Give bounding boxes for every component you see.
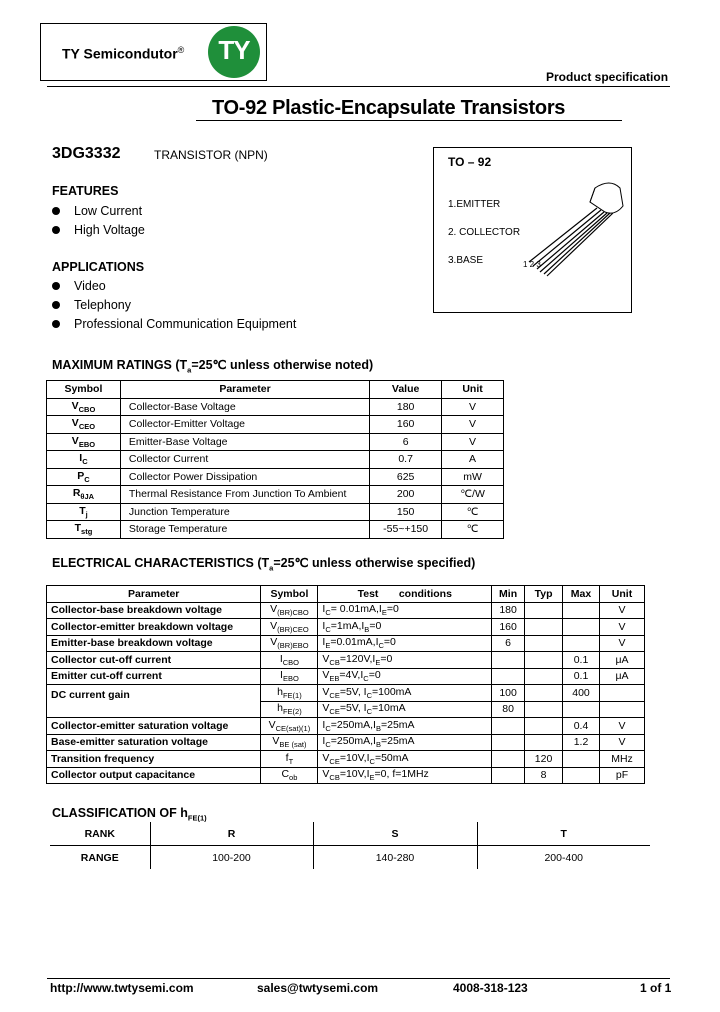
column-header: Value: [370, 381, 442, 399]
max-cell: [563, 635, 600, 652]
table-row: [47, 451, 504, 469]
table-row: [47, 701, 645, 718]
typ-cell: [525, 602, 563, 619]
unit-cell: ℃: [442, 503, 504, 521]
unit-cell: V: [442, 398, 504, 416]
range-cell: 100-200: [150, 846, 313, 870]
symbol-cell: $f_T$: [261, 751, 318, 768]
min-cell: [492, 734, 525, 751]
symbol-cell: $T_{stg}$: [47, 521, 121, 539]
unit-cell: V: [442, 433, 504, 451]
unit-cell: V: [600, 734, 645, 751]
symbol-cell: $I_{CBO}$: [261, 652, 318, 669]
column-header: Typ: [525, 586, 563, 603]
condition-cell: $I_C= 0.01mA,I_E=0$: [318, 602, 492, 619]
condition-cell: $I_C=250mA,I_B=25mA$: [318, 734, 492, 751]
max-ratings-table: [46, 380, 504, 539]
symbol-cell: $h_{FE(2)}$: [261, 701, 318, 718]
bullet-icon: [52, 207, 60, 215]
value-cell: 200: [370, 486, 442, 504]
rank-cell: R: [150, 822, 313, 846]
pin-label: 3.BASE: [448, 255, 484, 266]
electrical-heading: ELECTRICAL CHARACTERISTICS ($T_a=25℃$ unless otherwise specified): [52, 556, 476, 573]
pin-label: 2. COLLECTOR: [448, 227, 521, 238]
min-cell: 100: [492, 685, 525, 702]
unit-cell: A: [442, 451, 504, 469]
unit-cell: ℃/W: [442, 486, 504, 504]
min-cell: 80: [492, 701, 525, 718]
unit-cell: V: [600, 602, 645, 619]
parameter-cell: Junction Temperature: [120, 503, 369, 521]
condition-cell: $I_C=1mA,I_B=0$: [318, 619, 492, 636]
table-row: [47, 767, 645, 784]
table-row: [47, 503, 504, 521]
parameter-cell: Collector output capacitance: [47, 767, 261, 784]
footer-phone: 4008-318-123: [453, 981, 528, 995]
max-cell: 0.1: [563, 668, 600, 685]
list-item: Telephony: [52, 298, 131, 312]
symbol-cell: $I_{EBO}$: [261, 668, 318, 685]
parameter-cell: [47, 701, 261, 718]
symbol-cell: $T_j$: [47, 503, 121, 521]
brand-name: TY Semicondutor®: [62, 45, 185, 62]
package-title: TO – 92: [448, 155, 492, 169]
condition-cell: $V_{CE}=5V$, $I_C=10mA$: [318, 701, 492, 718]
value-cell: 625: [370, 468, 442, 486]
bullet-icon: [52, 301, 60, 309]
column-header: Min: [492, 586, 525, 603]
page-title: TO-92 Plastic-Encapsulate Transistors: [212, 97, 566, 119]
footer-website[interactable]: http://www.twtysemi.com: [50, 981, 194, 995]
typ-cell: [525, 619, 563, 636]
column-header: Test conditions: [318, 586, 492, 603]
classification-table: [50, 822, 650, 869]
table-row: [47, 734, 645, 751]
max-cell: 1.2: [563, 734, 600, 751]
symbol-cell: $V_{CE(sat)(1)}$: [261, 718, 318, 735]
rank-cell: T: [560, 827, 567, 840]
table-row: [47, 521, 504, 539]
unit-cell: ℃: [442, 521, 504, 539]
max-cell: 0.4: [563, 718, 600, 735]
parameter-cell: Collector cut-off current: [47, 652, 261, 669]
bullet-icon: [52, 226, 60, 234]
column-header: Unit: [600, 586, 645, 603]
min-cell: 6: [492, 635, 525, 652]
parameter-cell: Collector-Emitter Voltage: [120, 416, 369, 434]
header-divider: [47, 86, 670, 87]
unit-cell: mW: [442, 468, 504, 486]
electrical-table: [46, 585, 645, 784]
condition-cell: $V_{CE}=5V$, $I_C=100mA$: [318, 685, 492, 702]
list-item: High Voltage: [52, 223, 145, 237]
table-header-row: [47, 381, 504, 399]
unit-cell: [600, 701, 645, 718]
column-header: Symbol: [261, 586, 318, 603]
table-row: [50, 822, 650, 846]
symbol-cell: $I_C$: [47, 451, 121, 469]
min-cell: [492, 767, 525, 784]
product-spec-label: Product specification: [546, 70, 669, 84]
value-cell: 6: [370, 433, 442, 451]
part-number: 3DG3332: [52, 145, 121, 162]
max-cell: 400: [563, 685, 600, 702]
list-item: Video: [52, 279, 106, 293]
applications-heading: APPLICATIONS: [52, 260, 145, 274]
min-cell: [492, 668, 525, 685]
table-row: [47, 685, 645, 702]
typ-cell: [525, 635, 563, 652]
unit-cell: V: [442, 416, 504, 434]
footer-divider: [47, 978, 670, 979]
value-cell: 180: [370, 398, 442, 416]
range-label: RANGE: [50, 846, 150, 870]
max-cell: [563, 701, 600, 718]
table-row: [47, 468, 504, 486]
unit-cell: μA: [600, 668, 645, 685]
parameter-cell: Emitter cut-off current: [47, 668, 261, 685]
bullet-icon: [52, 320, 60, 328]
condition-cell: $V_{CB}=120V,I_E=0$: [318, 652, 492, 669]
logo-text: TY: [218, 35, 250, 65]
min-cell: 160: [492, 619, 525, 636]
min-cell: [492, 751, 525, 768]
symbol-cell: $h_{FE(1)}$: [261, 685, 318, 702]
symbol-cell: $V_{(BR)EBO}$: [261, 635, 318, 652]
unit-cell: MHz: [600, 751, 645, 768]
table-row: [47, 751, 645, 768]
symbol-cell: $V_{EBO}$: [47, 433, 121, 451]
min-cell: [492, 718, 525, 735]
symbol-cell: $V_{BE (sat)}$: [261, 734, 318, 751]
column-header: Parameter: [47, 586, 261, 603]
table-row: [47, 718, 645, 735]
typ-cell: [525, 734, 563, 751]
parameter-cell: Collector Current: [120, 451, 369, 469]
max-cell: [563, 619, 600, 636]
list-item: Professional Communication Equipment: [52, 317, 296, 331]
rank-label: RANK: [50, 822, 150, 846]
symbol-cell: $R_{\theta JA}$: [47, 486, 121, 504]
typ-cell: 8: [525, 767, 563, 784]
table-row: [50, 846, 650, 870]
unit-cell: [600, 685, 645, 702]
max-cell: [563, 751, 600, 768]
symbol-cell: $V_{CBO}$: [47, 398, 121, 416]
parameter-cell: Collector-emitter saturation voltage: [47, 718, 261, 735]
parameter-cell: Emitter-base breakdown voltage: [47, 635, 261, 652]
typ-cell: 120: [525, 751, 563, 768]
title-underline: [196, 120, 622, 121]
table-row: [47, 398, 504, 416]
parameter-cell: Thermal Resistance From Junction To Ambient: [120, 486, 369, 504]
value-cell: 150: [370, 503, 442, 521]
typ-cell: [525, 668, 563, 685]
value-cell: 0.7: [370, 451, 442, 469]
range-cell: 140-280: [313, 846, 477, 870]
max-cell: [563, 602, 600, 619]
rank-cell: S: [313, 822, 477, 846]
registered-mark: ®: [177, 45, 185, 55]
unit-cell: μA: [600, 652, 645, 669]
features-heading: FEATURES: [52, 184, 119, 198]
parameter-cell: Collector Power Dissipation: [120, 468, 369, 486]
condition-cell: $V_{CE}=10V,I_C=50mA$: [318, 751, 492, 768]
parameter-cell: Collector-emitter breakdown voltage: [47, 619, 261, 636]
symbol-cell: $V_{(BR)CEO}$: [261, 619, 318, 636]
column-header: Unit: [442, 381, 504, 399]
table-row: [47, 486, 504, 504]
parameter-cell: Storage Temperature: [120, 521, 369, 539]
condition-cell: $V_{CB}=10V,I_E=0$, f=1MHz: [318, 767, 492, 784]
unit-cell: V: [600, 619, 645, 636]
list-item: Low Current: [52, 204, 142, 218]
condition-cell: $I_E=0.01mA,I_C=0$: [318, 635, 492, 652]
unit-cell: V: [600, 718, 645, 735]
column-header: Max: [563, 586, 600, 603]
typ-cell: [525, 701, 563, 718]
pin-label: 1.EMITTER: [448, 199, 501, 210]
classification-heading: CLASSIFICATION OF $h_{FE(1)}$: [52, 806, 207, 823]
condition-cell: $V_{EB}=4V,I_C=0$: [318, 668, 492, 685]
unit-cell: V: [600, 635, 645, 652]
unit-cell: pF: [600, 767, 645, 784]
parameter-cell: Collector-base breakdown voltage: [47, 602, 261, 619]
parameter-cell: Collector-Base Voltage: [120, 398, 369, 416]
value-cell: -55~+150: [370, 521, 442, 539]
max-cell: [563, 767, 600, 784]
range-cell: 200-400: [544, 851, 584, 864]
table-row: [47, 652, 645, 669]
table-row: [47, 433, 504, 451]
parameter-cell: Base-emitter saturation voltage: [47, 734, 261, 751]
symbol-cell: $P_C$: [47, 468, 121, 486]
typ-cell: [525, 685, 563, 702]
min-cell: 180: [492, 602, 525, 619]
table-row: [47, 619, 645, 636]
table-row: [47, 416, 504, 434]
parameter-cell: Transition frequency: [47, 751, 261, 768]
symbol-cell: $V_{CEO}$: [47, 416, 121, 434]
max-ratings-heading: MAXIMUM RATINGS ($T_a=25℃$ unless otherwise noted): [52, 358, 374, 375]
parameter-cell: DC current gain: [47, 685, 261, 702]
table-row: [47, 635, 645, 652]
typ-cell: [525, 652, 563, 669]
condition-cell: $I_C=250mA,I_B=25mA$: [318, 718, 492, 735]
value-cell: 160: [370, 416, 442, 434]
bullet-icon: [52, 282, 60, 290]
footer-page: 1 of 1: [640, 981, 672, 995]
table-row: [47, 602, 645, 619]
symbol-cell: $C_{ob}$: [261, 767, 318, 784]
min-cell: [492, 652, 525, 669]
parameter-cell: Emitter-Base Voltage: [120, 433, 369, 451]
footer-email[interactable]: sales@twtysemi.com: [257, 981, 379, 995]
symbol-cell: $V_{(BR)CBO}$: [261, 602, 318, 619]
max-cell: 0.1: [563, 652, 600, 669]
table-row: [47, 668, 645, 685]
table-header-row: [47, 586, 645, 603]
typ-cell: [525, 718, 563, 735]
column-header: Parameter: [120, 381, 369, 399]
part-description: TRANSISTOR (NPN): [154, 148, 268, 162]
column-header: Symbol: [47, 381, 121, 399]
pin-marks: 1 2 3: [523, 260, 541, 269]
